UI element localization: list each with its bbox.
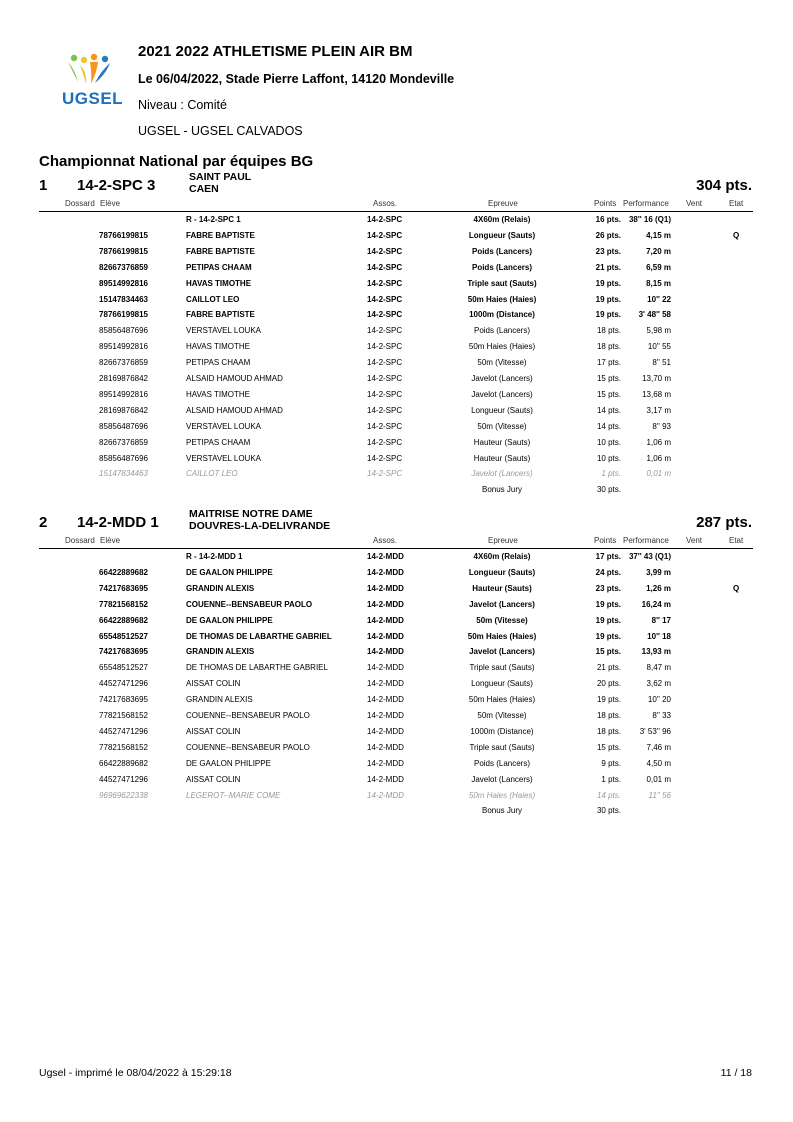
event-name: 50m Haies (Haies) [468,790,536,800]
dossard-number: 65548512527 [99,663,148,673]
column-header-eleve: Elève [100,536,121,545]
performance-value: 10'' 22 [647,294,671,304]
column-header-etat: Etat [729,536,744,545]
event-name: 50m Haies (Haies) [468,342,536,352]
athlete-name: AISSAT COLIN [186,679,241,689]
points-value: 19 pts. [595,631,621,641]
athlete-name: DE THOMAS DE LABARTHE GABRIEL [186,663,328,673]
event-name: Javelot (Lancers) [471,374,533,383]
event-name: 1000m (Distance) [470,726,534,736]
points-value: 20 pts. [596,679,621,689]
dossard-number: 89514992816 [99,342,148,352]
result-row [0,724,793,740]
athlete-name: DE GAALON PHILIPPE [186,758,271,768]
result-row [0,323,793,339]
performance-value: 38'' 16 (Q1) [628,215,671,224]
result-row [0,212,793,228]
performance-value: 13,68 m [642,389,671,399]
points-value: 18 pts. [596,342,621,352]
event-name: Bonus Jury [481,485,523,495]
points-value: 15 pts. [596,742,621,752]
athlete-name: FABRE BAPTISTE [186,310,255,320]
event-name: Longueur (Sauts) [468,567,536,577]
association: 14-2-MDD [367,567,404,577]
event-name: 50m (Vitesse) [476,615,528,625]
association: 14-2-MDD [367,663,404,673]
dossard-number: 89514992816 [99,389,148,399]
status-value: Q [733,583,740,593]
event-name: Hauteur (Sauts) [473,453,531,463]
result-row [0,466,793,482]
dossard-number: 44527471296 [99,726,148,736]
performance-value: 3,17 m [646,405,671,415]
result-row [0,549,793,565]
athlete-name: AISSAT COLIN [186,774,241,784]
association: 14-2-SPC [367,262,403,272]
athlete-name: R - 14-2-MDD 1 [186,552,243,561]
performance-value: 3,99 m [646,567,671,577]
points-value: 19 pts. [596,695,621,705]
association: 14-2-SPC [367,389,403,399]
performance-value: 8'' 17 [651,615,671,625]
dossard-number: 77821568152 [99,711,148,720]
column-header-vent: Vent [686,199,703,208]
result-row [0,339,793,355]
result-row [0,629,793,645]
event-name: Javelot (Lancers) [469,599,535,609]
dossard-number: 82667376859 [99,262,148,272]
dossard-number: 28169876842 [99,405,148,415]
team-school [189,509,330,532]
school-city: CAEN [189,182,219,195]
performance-value: 1,26 m [646,583,671,593]
points-value: 24 pts. [595,567,621,577]
event-name: Hauteur (Sauts) [472,583,532,593]
athlete-name: DE GAALON PHILIPPE [186,615,273,625]
points-value: 16 pts. [595,215,621,224]
athlete-name: VERSTAVEL LOUKA [186,326,261,336]
event-name: Triple saut (Sauts) [469,742,535,752]
points-value: 14 pts. [596,405,621,415]
dossard-number: 28169876842 [99,374,148,383]
athlete-name: COUENNE--BENSABEUR PAOLO [186,599,313,609]
points-value: 21 pts. [595,262,621,272]
result-row [0,581,793,597]
dossard-number: 44527471296 [99,679,148,689]
points-value: 1 pts. [601,774,621,784]
performance-value: 11'' 56 [648,790,671,800]
event-name: Poids (Lancers) [471,246,532,256]
dossard-number: 15147834463 [99,469,148,479]
points-value: 10 pts. [596,453,621,463]
association: 14-2-SPC [367,358,403,368]
event-name: 50m (Vitesse) [477,358,527,368]
points-value: 18 pts. [596,711,621,720]
association: 14-2-MDD [367,742,404,752]
event-name: 50m Haies (Haies) [467,631,537,641]
team-code: 14-2-SPC 3 [77,177,156,194]
dossard-number: 85856487696 [99,453,148,463]
dossard-number: 96969622338 [99,790,148,800]
dossard-number: 66422889682 [99,615,148,625]
association: 14-2-SPC [367,230,403,240]
column-headers [0,199,793,211]
points-value: 14 pts. [596,790,621,800]
result-row [0,740,793,756]
performance-value: 8'' 93 [652,421,671,431]
dossard-number: 66422889682 [99,758,148,768]
performance-value: 13,93 m [641,647,671,657]
column-headers [0,536,793,548]
dossard-number: 78766199815 [99,230,148,240]
event-name: Javelot (Lancers) [471,389,533,399]
result-row [0,708,793,724]
association: 14-2-MDD [367,583,404,593]
association: 14-2-SPC [367,453,403,463]
column-header-performance: Performance [623,536,669,545]
association: 14-2-MDD [367,790,404,800]
result-row [0,644,793,660]
points-value: 15 pts. [596,389,621,399]
association: 14-2-MDD [367,711,404,720]
points-value: 18 pts. [596,326,621,336]
performance-value: 10'' 20 [647,695,671,705]
event-name: Hauteur (Sauts) [473,437,531,447]
performance-value: 3' 53'' 96 [639,726,671,736]
dossard-number: 82667376859 [99,358,148,368]
event-name: 50m (Vitesse) [477,711,527,720]
column-header-points: Points [594,536,617,545]
result-row [0,307,793,323]
athlete-name: HAVAS TIMOTHE [186,389,251,399]
column-header-assos: Assos. [373,199,398,208]
dossard-number: 82667376859 [99,437,148,447]
event-name: Javelot (Lancers) [471,774,533,784]
result-row [0,276,793,292]
event-name: 4X60m (Relais) [473,215,531,224]
dossard-number: 44527471296 [99,774,148,784]
column-header-assos: Assos. [373,536,398,545]
dossard-number: 74217683695 [99,583,148,593]
points-value: 21 pts. [596,663,621,673]
dossard-number: 65548512527 [99,631,148,641]
page-number: 11 / 18 [720,1067,752,1079]
team-total-points: 287 pts. [696,514,752,531]
ugsel-logo-icon [60,52,126,108]
association: 14-2-SPC [367,310,403,320]
result-row [0,419,793,435]
association: 14-2-SPC [367,374,403,383]
performance-value: 5,98 m [646,326,671,336]
dossard-number: 66422889682 [99,567,148,577]
association: 14-2-MDD [367,615,404,625]
dossard-number: 77821568152 [99,599,148,609]
column-header-performance: Performance [623,199,669,208]
dossard-number: 74217683695 [99,647,148,657]
points-value: 30 pts. [596,485,621,495]
performance-value: 8,47 m [646,663,671,673]
event-name: Triple saut (Sauts) [467,278,537,288]
event-name: Bonus Jury [481,806,523,816]
performance-value: 3,62 m [646,679,671,689]
event-date-location: Le 06/04/2022, Stade Pierre Laffont, 14120 Mondeville [138,72,455,86]
points-value: 18 pts. [596,726,621,736]
event-name: 4X60m (Relais) [473,552,531,561]
athlete-name: HAVAS TIMOTHE [186,342,251,352]
event-name: 50m (Vitesse) [477,421,527,431]
team-rank: 2 [39,514,48,531]
school-name: SAINT PAUL [189,171,252,183]
athlete-name: HAVAS TIMOTHE [186,278,252,288]
performance-value: 10'' 55 [647,342,671,352]
event-name: Poids (Lancers) [473,326,531,336]
performance-value: 1,06 m [646,437,671,447]
association: 14-2-SPC [367,278,403,288]
championship-title: Championnat National par équipes BG [39,153,314,170]
points-value: 23 pts. [595,246,621,256]
association: 14-2-MDD [367,758,404,768]
athlete-name: VERSTAVEL LOUKA [186,421,261,431]
result-row [0,803,793,819]
dossard-number: 78766199815 [99,310,148,320]
performance-value: 13,70 m [642,374,671,383]
association: 14-2-MDD [367,647,404,657]
points-value: 30 pts. [596,806,621,816]
association: 14-2-MDD [367,679,404,689]
dossard-number: 74217683695 [99,695,148,705]
athlete-name: ALSAID HAMOUD AHMAD [186,374,283,383]
school-city: DOUVRES-LA-DELIVRANDE [189,519,331,532]
athlete-name: DE GAALON PHILIPPE [186,567,273,577]
result-row [0,435,793,451]
athlete-name: CAILLOT LEO [186,469,238,479]
result-row [0,244,793,260]
event-name: Javelot (Lancers) [469,647,535,657]
result-row [0,451,793,467]
result-row [0,387,793,403]
performance-value: 8'' 51 [652,358,671,368]
performance-value: 10'' 18 [647,631,671,641]
column-header-epreuve: Epreuve [488,199,518,208]
performance-value: 8,15 m [646,278,671,288]
athlete-name: FABRE BAPTISTE [186,230,255,240]
points-value: 26 pts. [595,230,621,240]
result-row [0,676,793,692]
column-header-vent: Vent [686,536,703,545]
association: 14-2-SPC [367,326,403,336]
association: 14-2-MDD [367,695,404,705]
association: 14-2-MDD [367,631,404,641]
points-value: 19 pts. [595,310,621,320]
team-code: 14-2-MDD 1 [77,514,159,531]
association: 14-2-SPC [367,469,403,479]
athlete-name: FABRE BAPTISTE [186,246,255,256]
column-header-points: Points [594,199,617,208]
association: 14-2-SPC [367,437,403,447]
result-row [0,788,793,804]
athlete-name: ALSAID HAMOUD AHMAD [186,405,283,415]
performance-value: 4,50 m [646,758,671,768]
dossard-number: 89514992816 [99,278,148,288]
points-value: 1 pts. [601,469,621,479]
event-name: Longueur (Sauts) [471,405,533,415]
result-row [0,756,793,772]
performance-value: 0,01 m [646,774,671,784]
result-row [0,597,793,613]
column-header-etat: Etat [729,199,744,208]
association: 14-2-SPC [367,421,403,431]
organizer: UGSEL - UGSEL CALVADOS [138,124,303,138]
association: 14-2-MDD [367,552,404,561]
points-value: 10 pts. [596,437,621,447]
dossard-number: 85856487696 [99,421,148,431]
performance-value: 8'' 33 [652,711,671,720]
performance-value: 37'' 43 (Q1) [628,552,671,561]
result-row [0,355,793,371]
athlete-name: GRANDIN ALEXIS [186,695,253,705]
result-row [0,772,793,788]
athlete-name: GRANDIN ALEXIS [186,647,255,657]
result-row [0,403,793,419]
athlete-name: GRANDIN ALEXIS [186,583,255,593]
dossard-number: 78766199815 [99,246,148,256]
logo-text: UGSEL [62,89,124,108]
association: 14-2-MDD [367,774,404,784]
event-name: 1000m (Distance) [469,310,535,320]
result-row [0,482,793,498]
athlete-name: PETIPAS CHAAM [186,437,251,447]
column-header-dossard: Dossard [65,536,95,545]
points-value: 17 pts. [595,552,621,561]
association: 14-2-MDD [367,726,404,736]
result-row [0,660,793,676]
status-value: Q [733,230,740,240]
result-row [0,371,793,387]
points-value: 9 pts. [601,758,621,768]
team-total-points: 304 pts. [696,177,752,194]
points-value: 19 pts. [595,294,621,304]
event-name: 50m Haies (Haies) [467,294,537,304]
result-row [0,692,793,708]
athlete-name: CAILLOT LEO [186,294,240,304]
performance-value: 1,06 m [646,453,671,463]
team-rank: 1 [39,177,48,194]
athlete-name: PETIPAS CHAAM [186,262,252,272]
association: 14-2-SPC [367,215,403,224]
performance-value: 4,15 m [646,230,671,240]
athlete-name: AISSAT COLIN [186,726,241,736]
points-value: 19 pts. [595,599,621,609]
association: 14-2-SPC [367,294,403,304]
points-value: 14 pts. [596,421,621,431]
result-row [0,565,793,581]
points-value: 15 pts. [596,374,621,383]
performance-value: 6,59 m [646,262,671,272]
association: 14-2-MDD [367,599,404,609]
athlete-name: VERSTAVEL LOUKA [186,453,261,463]
dossard-number: 85856487696 [99,326,148,336]
performance-value: 16,24 m [641,599,671,609]
result-row [0,260,793,276]
association: 14-2-SPC [367,246,403,256]
column-header-epreuve: Epreuve [488,536,518,545]
athlete-name: COUENNE--BENSABEUR PAOLO [186,711,310,720]
result-row [0,292,793,308]
dossard-number: 15147834463 [99,294,148,304]
event-name: Longueur (Sauts) [468,230,536,240]
athlete-name: LEGEROT--MARIE COME [186,790,281,800]
athlete-name: PETIPAS CHAAM [186,358,251,368]
result-row [0,613,793,629]
school-name: MAITRISE NOTRE DAME [189,508,313,520]
association: 14-2-SPC [367,405,403,415]
event-name: Triple saut (Sauts) [469,663,535,673]
result-row [0,228,793,244]
performance-value: 0,01 m [646,469,671,479]
performance-value: 7,46 m [646,742,671,752]
event-level: Niveau : Comité [138,98,227,112]
athlete-name: R - 14-2-SPC 1 [186,215,241,224]
event-name: Poids (Lancers) [473,758,531,768]
performance-value: 3' 48'' 58 [638,310,671,320]
association: 14-2-SPC [367,342,403,352]
points-value: 19 pts. [595,615,621,625]
performance-value: 7,20 m [646,246,671,256]
event-name: Poids (Lancers) [471,262,532,272]
document-title: 2021 2022 ATHLETISME PLEIN AIR BM [138,43,413,60]
column-header-dossard: Dossard [65,199,95,208]
event-name: Longueur (Sauts) [471,679,533,689]
event-name: Javelot (Lancers) [471,469,533,479]
event-name: 50m Haies (Haies) [468,695,536,705]
column-header-eleve: Elève [100,199,121,208]
team-school [189,172,251,195]
athlete-name: COUENNE--BENSABEUR PAOLO [186,742,310,752]
ugsel-logo [60,52,126,108]
points-value: 23 pts. [595,583,621,593]
athlete-name: DE THOMAS DE LABARTHE GABRIEL [186,631,332,641]
points-value: 19 pts. [595,278,621,288]
points-value: 17 pts. [596,358,621,368]
dossard-number: 77821568152 [99,742,148,752]
points-value: 15 pts. [595,647,621,657]
print-timestamp: Ugsel - imprimé le 08/04/2022 à 15:29:18 [39,1067,232,1079]
